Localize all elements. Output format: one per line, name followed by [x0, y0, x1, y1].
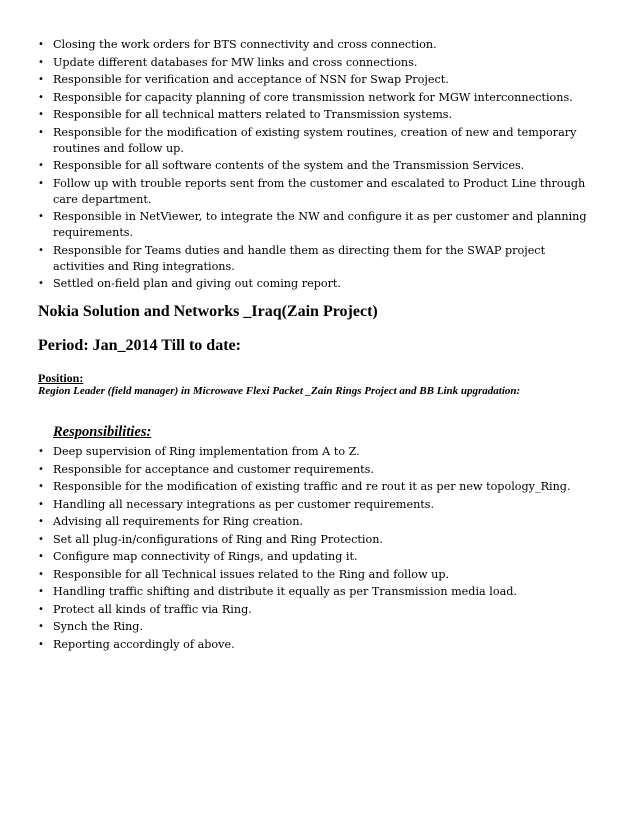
list-item: • Configure map connectivity of Rings, and updating it.	[38, 549, 598, 565]
position-label: Position:	[38, 371, 84, 385]
list-item: • Advising all requirements for Ring creation.	[38, 514, 598, 530]
list-item: • Follow up with trouble reports sent from the customer and escalated to Product Line through care department.	[38, 176, 598, 208]
list-item: • Responsible for Teams duties and handle them as directing them for the SWAP project activities and Ring integrations.	[38, 243, 598, 275]
responsibilities-heading: Responsibilities:	[53, 424, 152, 440]
list-item: • Set all plug-in/configurations of Ring and Ring Protection.	[38, 532, 598, 548]
position-value: Region Leader (field manager) in Microwave Flexi Packet _Zain Rings Project and BB Link upgradation:	[38, 385, 521, 397]
list-item: • Responsible in NetViewer, to integrate the NW and configure it as per customer and planning requirements.	[38, 209, 598, 241]
previous-responsibilities-list	[38, 37, 598, 294]
period-heading: Period: Jan_2014 Till to date:	[38, 337, 241, 354]
company-heading: Nokia Solution and Networks _Iraq(Zain Project)	[38, 303, 378, 320]
list-item: • Reporting accordingly of above.	[38, 637, 598, 653]
list-item: • Responsible for acceptance and customer requirements.	[38, 462, 598, 478]
list-item: • Responsible for verification and acceptance of NSN for Swap Project.	[38, 72, 598, 88]
list-item: • Responsible for capacity planning of core transmission network for MGW interconnections.	[38, 90, 598, 106]
list-item: • Synch the Ring.	[38, 619, 598, 635]
list-item: • Responsible for the modification of existing traffic and re rout it as per new topology_Ring.	[38, 479, 598, 495]
list-item: • Responsible for all software contents of the system and the Transmission Services.	[38, 158, 598, 174]
list-item: • Deep supervision of Ring implementation from A to Z.	[38, 444, 598, 460]
list-item: • Responsible for all technical matters related to Transmission systems.	[38, 107, 598, 123]
list-item: • Handling traffic shifting and distribute it equally as per Transmission media load.	[38, 584, 598, 600]
list-item: • Settled on-field plan and giving out coming report.	[38, 276, 598, 292]
list-item: • Closing the work orders for BTS connectivity and cross connection.	[38, 37, 598, 53]
list-item: • Protect all kinds of traffic via Ring.	[38, 602, 598, 618]
responsibilities-list	[38, 444, 598, 654]
list-item: • Responsible for all Technical issues related to the Ring and follow up.	[38, 567, 598, 583]
list-item: • Handling all necessary integrations as per customer requirements.	[38, 497, 598, 513]
list-item: • Update different databases for MW links and cross connections.	[38, 55, 598, 71]
list-item: • Responsible for the modification of existing system routines, creation of new and temporary routines and follow up.	[38, 125, 598, 157]
